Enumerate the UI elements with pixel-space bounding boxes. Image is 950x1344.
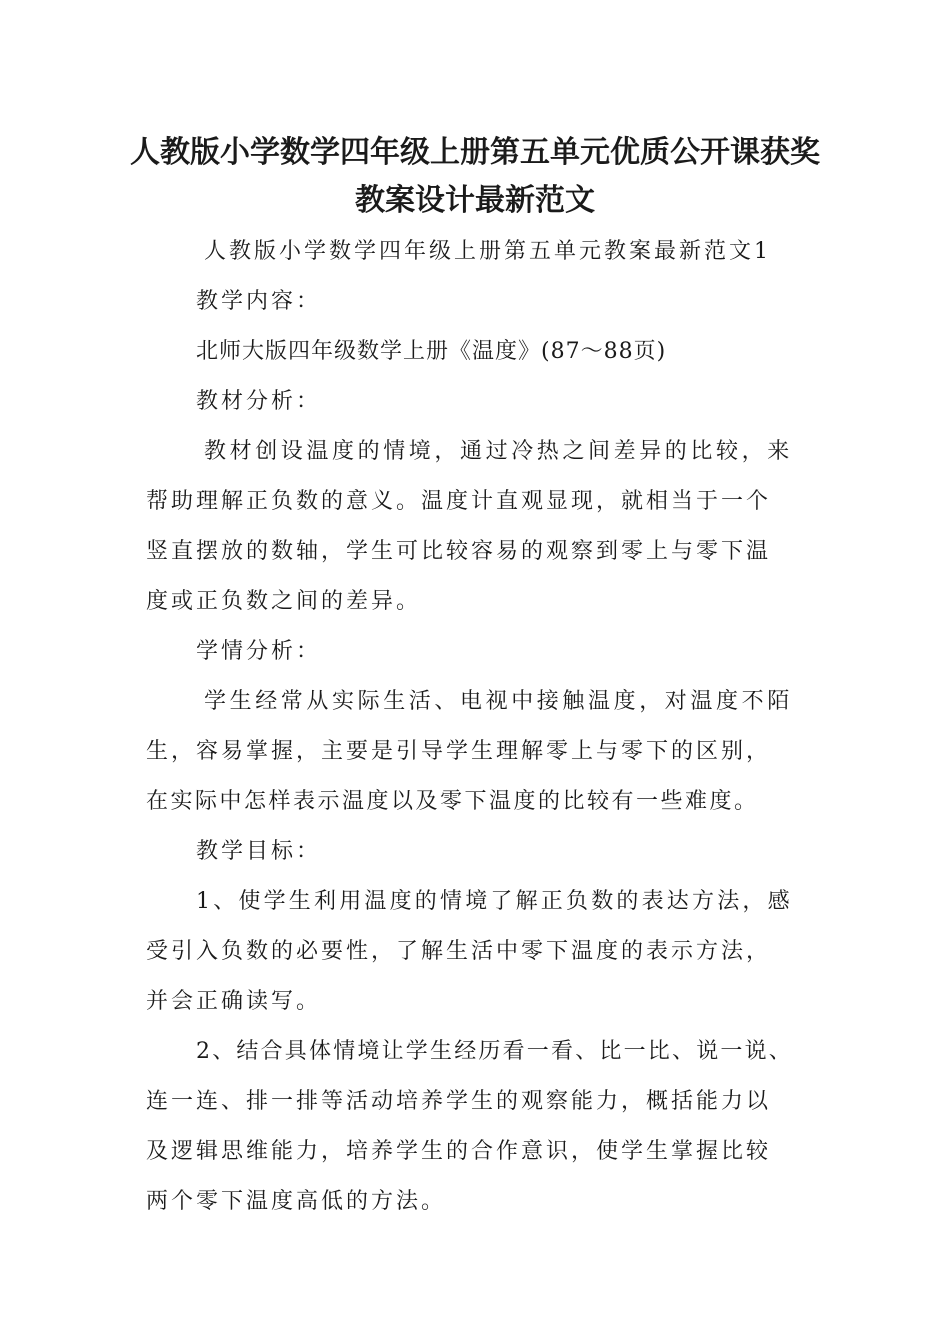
paragraph-material-line-3: 竖直摆放的数轴，学生可比较容易的观察到零上与零下温 xyxy=(146,539,772,564)
paragraph-students-line-2: 生，容易掌握，主要是引导学生理解零上与零下的区别， xyxy=(146,739,772,764)
goal-1-line-3: 并会正确读写。 xyxy=(146,989,322,1014)
goal-2-line-2: 连一连、排一排等活动培养学生的观察能力，概括能力以 xyxy=(146,1089,772,1114)
heading-material-analysis: 教材分析： xyxy=(196,389,322,414)
document-title-line-2: 教案设计最新范文 xyxy=(355,183,595,218)
goal-2-line-1: 2、结合具体情境让学生经历看一看、比一比、说一说、 xyxy=(196,1039,793,1064)
heading-teaching-goals: 教学目标： xyxy=(196,839,322,864)
heading-student-analysis: 学情分析： xyxy=(196,639,322,664)
document-subtitle: 人教版小学数学四年级上册第五单元教案最新范文1 xyxy=(204,239,771,264)
goal-2-line-4: 两个零下温度高低的方法。 xyxy=(146,1189,447,1214)
goal-1-line-1: 1、使学生利用温度的情境了解正负数的表达方法，感 xyxy=(196,889,793,914)
paragraph-students-line-3: 在实际中怎样表示温度以及零下温度的比较有一些难度。 xyxy=(146,789,759,814)
goal-2-line-3: 及逻辑思维能力，培养学生的合作意识，使学生掌握比较 xyxy=(146,1139,772,1164)
document-title-line-1: 人教版小学数学四年级上册第五单元优质公开课获奖 xyxy=(130,135,820,170)
goal-1-line-2: 受引入负数的必要性，了解生活中零下温度的表示方法， xyxy=(146,939,772,964)
paragraph-students-line-1: 学生经常从实际生活、电视中接触温度，对温度不陌 xyxy=(204,689,793,714)
paragraph-teaching-content: 北师大版四年级数学上册《温度》(87～88页) xyxy=(196,339,667,364)
heading-teaching-content: 教学内容： xyxy=(196,289,322,314)
paragraph-material-line-2: 帮助理解正负数的意义。温度计直观显现，就相当于一个 xyxy=(146,489,772,514)
paragraph-material-line-1: 教材创设温度的情境，通过冷热之间差异的比较，来 xyxy=(204,439,793,464)
paragraph-material-line-4: 度或正负数之间的差异。 xyxy=(146,589,422,614)
